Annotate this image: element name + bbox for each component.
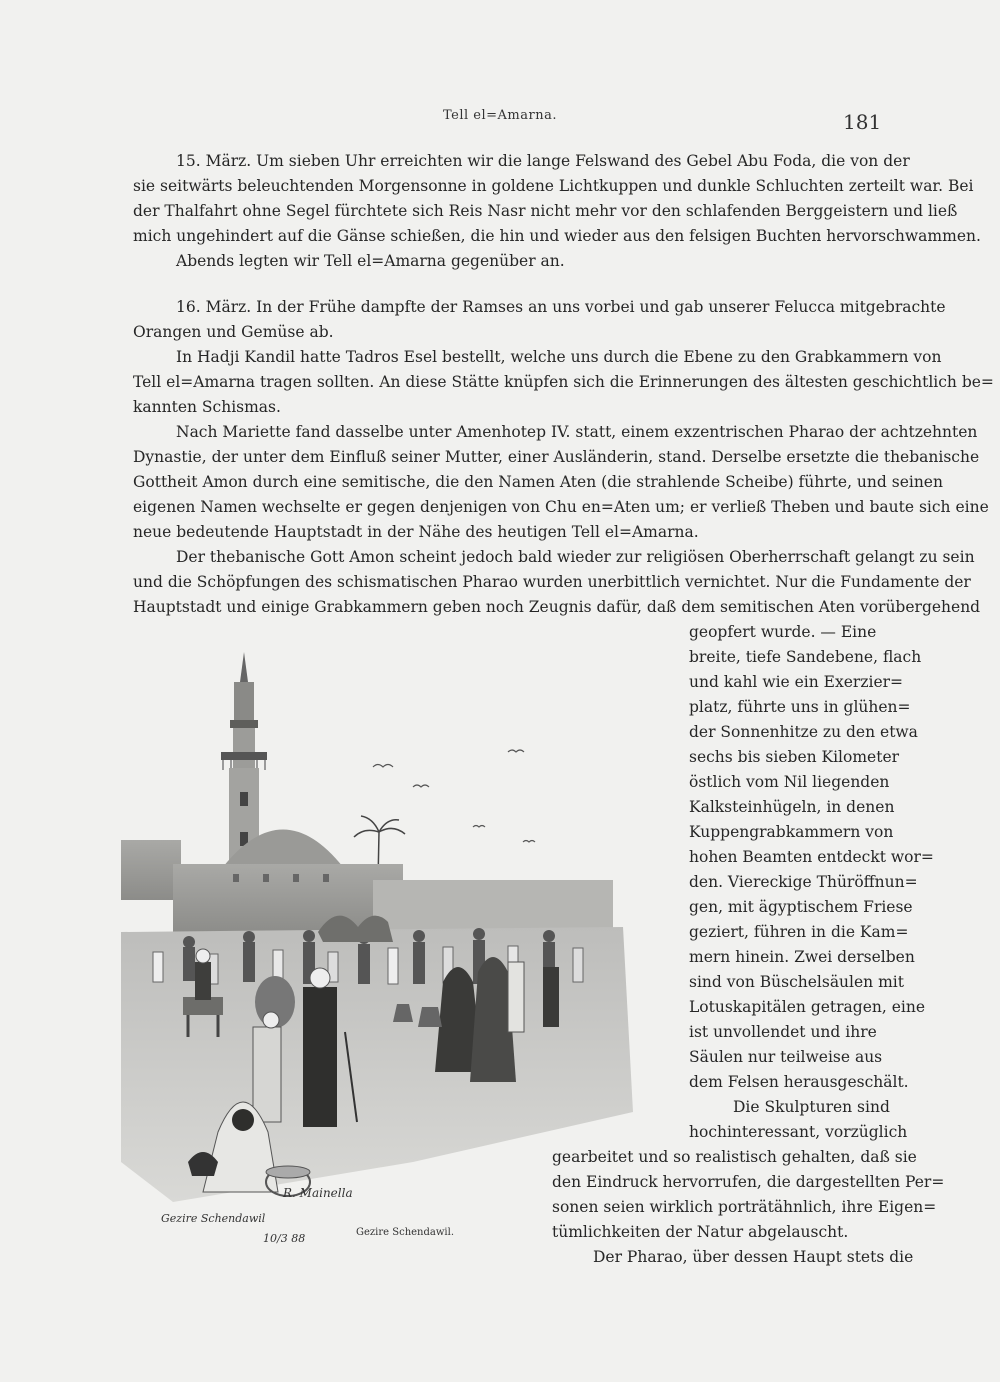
text-line: Nach Mariette fand dasselbe unter Amenhotep IV. statt, einem exzentrischen Pharao der achtzehnten: [176, 423, 978, 441]
text-line: platz, führte uns in glühen=: [689, 698, 911, 716]
text-line: gearbeitet und so realistisch gehalten, daß sie: [552, 1148, 917, 1166]
text-line: sind von Büschelsäulen mit: [689, 973, 904, 991]
text-line: Die Skulpturen sind: [733, 1098, 890, 1116]
text-line: neue bedeutende Hauptstadt in der Nähe des heutigen Tell el=Amarna.: [133, 523, 699, 541]
text-line: eigenen Namen wechselte er gegen denjenigen von Chu en=Aten um; er verließ Theben und baute sich eine: [133, 498, 989, 516]
text-line: gen, mit ägyptischem Friese: [689, 898, 913, 916]
text-line: Der Pharao, über dessen Haupt stets die: [593, 1248, 914, 1266]
page-number: 181: [843, 110, 882, 134]
text-line: In Hadji Kandil hatte Tadros Esel bestellt, welche uns durch die Ebene zu den Grabkammern von: [176, 348, 942, 366]
text-line: Tell el=Amarna tragen sollten. An diese Stätte knüpfen sich die Erinnerungen des ältesten geschichtlich be=: [133, 373, 994, 391]
text-line: Dynastie, der unter dem Einfluß seiner Mutter, einer Ausländerin, stand. Derselbe ersetzte die thebanische: [133, 448, 980, 466]
text-line: 15. März. Um sieben Uhr erreichten wir die lange Felswand des Gebel Abu Foda, die von der: [176, 152, 910, 170]
text-line: den Eindruck hervorrufen, die dargestellten Per=: [552, 1173, 945, 1191]
text-line: breite, tiefe Sandebene, flach: [689, 648, 922, 666]
text-line: Kalksteinhügeln, in denen: [689, 798, 895, 816]
text-line: kannten Schismas.: [133, 398, 281, 416]
text-line: mern hinein. Zwei derselben: [689, 948, 915, 966]
text-line: ist unvollendet und ihre: [689, 1023, 877, 1041]
text-line: und die Schöpfungen des schismatischen Pharao wurden unerbittlich vernichtet. Nur die Fundamente der: [133, 573, 971, 591]
text-line: der Thalfahrt ohne Segel fürchtete sich Reis Nasr nicht mehr vor den schlafenden Berggeistern und ließ: [133, 202, 958, 220]
text-line: Abends legten wir Tell el=Amarna gegenüber an.: [176, 252, 565, 270]
text-line: der Sonnenhitze zu den etwa: [689, 723, 918, 741]
text-line: sechs bis sieben Kilometer: [689, 748, 900, 766]
artist-signature-left: Gezire Schendawil: [161, 1212, 266, 1225]
text-line: sonen seien wirklich porträtähnlich, ihre Eigen=: [552, 1198, 937, 1216]
birds: [373, 750, 535, 842]
text-line: den. Viereckige Thüröffnun=: [689, 873, 918, 891]
text-line: Kuppengrabkammern von: [689, 823, 894, 841]
street-scene-illustration: [113, 642, 643, 1262]
text-line: Hauptstadt und einige Grabkammern geben noch Zeugnis dafür, daß dem semitischen Aten vorübergehend: [133, 598, 981, 616]
text-line: Orangen und Gemüse ab.: [133, 323, 334, 341]
text-line: sie seitwärts beleuchtenden Morgensonne in goldene Lichtkuppen und dunkle Schluchten zerteilt war. Bei: [133, 177, 974, 195]
text-line: hohen Beamten entdeckt wor=: [689, 848, 934, 866]
illustration-caption: Gezire Schendawil.: [356, 1227, 454, 1238]
text-line: Lotuskapitälen getragen, eine: [689, 998, 926, 1016]
text-line: Gottheit Amon durch eine semitische, die den Namen Aten (die strahlende Scheibe) führte, und seinen: [133, 473, 943, 491]
text-line: hochinteressant, vorzüglich: [689, 1123, 908, 1141]
text-line: Der thebanische Gott Amon scheint jedoch bald wieder zur religiösen Oberherrschaft gelangt zu sein: [176, 548, 975, 566]
text-line: östlich vom Nil liegenden: [689, 773, 890, 791]
text-line: geopfert wurde. — Eine: [689, 623, 877, 641]
text-line: dem Felsen herausgeschält.: [689, 1073, 909, 1091]
text-line: und kahl wie ein Exerzier=: [689, 673, 904, 691]
text-line: 16. März. In der Frühe dampfte der Ramses an uns vorbei und gab unserer Felucca mitgebrachte: [176, 298, 946, 316]
text-line: geziert, führen in die Kam=: [689, 923, 909, 941]
artist-signature-right: R. Mainella: [283, 1186, 353, 1200]
illustration-date: 10/3 88: [263, 1232, 306, 1245]
running-title: Tell el=Amarna.: [443, 108, 557, 123]
text-line: mich ungehindert auf die Gänse schießen, die hin und wieder aus den felsigen Buchten hervorschwammen.: [133, 227, 981, 245]
text-line: Säulen nur teilweise aus: [689, 1048, 883, 1066]
text-line: tümlichkeiten der Natur abgelauscht.: [552, 1223, 849, 1241]
